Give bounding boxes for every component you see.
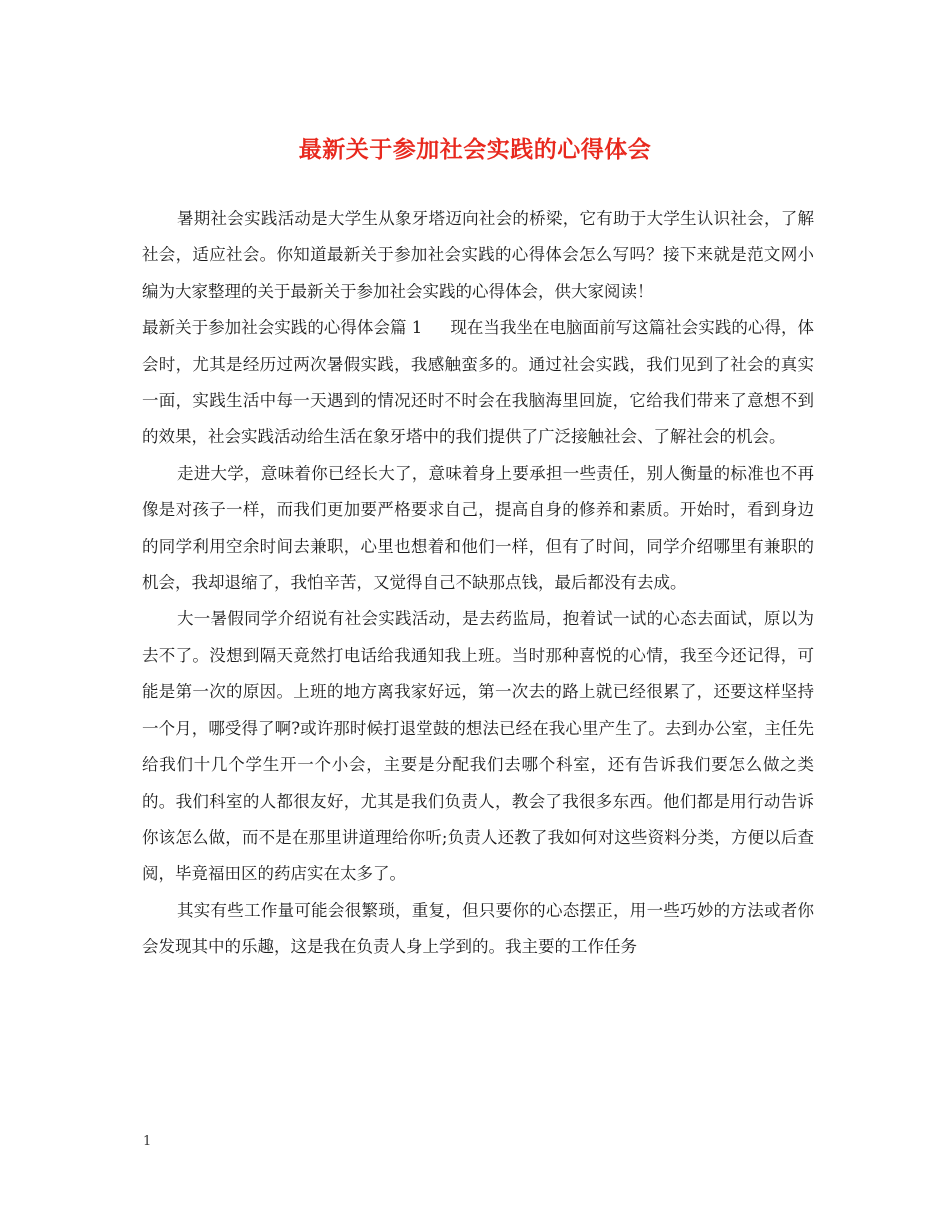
section-label: 最新关于参加社会实践的心得体会篇 1 bbox=[142, 318, 423, 338]
intro-paragraph: 暑期社会实践活动是大学生从象牙塔迈向社会的桥梁，它有助于大学生认识社会，了解社会，适应社会。你知道最新关于参加社会实践的心得体会怎么写吗？接下来就是范文网小编为大家整理的关于最新关于参加社会实践的心得体会，供大家阅读！ bbox=[142, 209, 814, 301]
document-body bbox=[142, 201, 814, 966]
section-text: 现在当我坐在电脑面前写这篇社会实践的心得，体会时，尤其是经历过两次暑假实践，我感触蛮多的。通过社会实践，我们见到了社会的真实一面，实践生活中每一天遇到的情况还时不时会在我脑海里回旋，它给我们带来了意想不到的效果，社会实践活动给生活在象牙塔中的我们提供了广泛接触社会、了解社会的机会。 bbox=[142, 318, 815, 447]
body-paragraph: 走进大学，意味着你已经长大了，意味着身上要承担一些责任，别人衡量的标准也不再像是对孩子一样，而我们更加要严格要求自己，提高自身的修养和素质。开始时，看到身边的同学利用空余时间去兼职，心里也想着和他们一样，但有了时间，同学介绍哪里有兼职的机会，我却退缩了，我怕辛苦，又觉得自己不缺那点钱，最后都没有去成。 bbox=[142, 463, 814, 593]
section-paragraph bbox=[142, 310, 814, 456]
document-title: 最新关于参加社会实践的心得体会 bbox=[298, 136, 652, 163]
body-paragraph: 其实有些工作量可能会很繁琐，重复，但只要你的心态摆正，用一些巧妙的方法或者你会发现其中的乐趣，这是我在负责人身上学到的。我主要的工作任务 bbox=[142, 900, 814, 957]
body-paragraph: 大一暑假同学介绍说有社会实践活动，是去药监局，抱着试一试的心态去面试，原以为去不了。没想到隔天竟然打电话给我通知我上班。当时那种喜悦的心情，我至今还记得，可能是第一次的原因。上班的地方离我家好远，第一次去的路上就已经很累了，还要这样坚持一个月，哪受得了啊?或许那时候打退堂鼓的想法已经在我心里产生了。去到办公室，主任先给我们十几个学生开一个小会，主要是分配我们去哪个科室，还有告诉我们要怎么做之类的。我们科室的人都很友好，尤其是我们负责人，教会了我很多东西。他们都是用行动告诉你该怎么做，而不是在那里讲道理给你听;负责人还教了我如何对这些资料分类，方便以后查阅，毕竟福田区的药店实在太多了。 bbox=[142, 609, 814, 884]
page-number: 1 bbox=[143, 1134, 152, 1149]
